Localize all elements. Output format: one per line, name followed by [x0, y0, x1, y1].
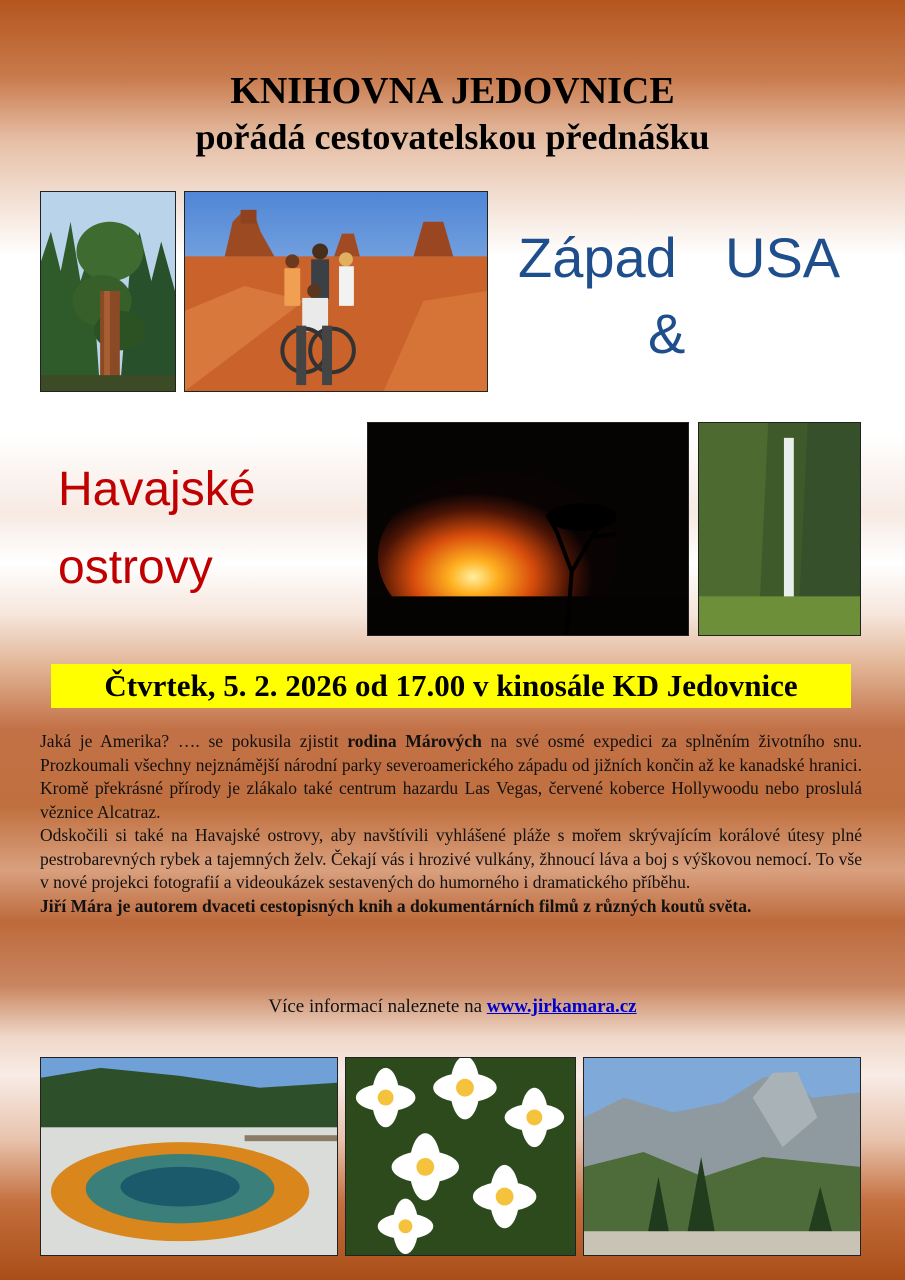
usa-heading: Západ	[518, 226, 677, 289]
more-info	[0, 994, 905, 1020]
description-paragraph-3	[40, 895, 862, 919]
hawaii-heading-line1: Havajské	[58, 463, 256, 516]
description	[40, 730, 862, 918]
more-info-label: Více informací naleznete na	[268, 996, 487, 1017]
event-date-place: Čtvrtek, 5. 2. 2026 od 17.00 v kinosále KD Jedovnice	[51, 664, 851, 708]
description-text: Jaká je Amerika? …. se pokusila zjistit	[40, 731, 348, 751]
description-paragraph-2: Odskočili si také na Havajské ostrovy, aby navštívili vyhlášené pláže s mořem skrývajícím korálové útesy plné pestrobarevných rybek a tajemných želv. Čekají vás i hrozivé vulkány, žhnoucí láva a boj s výškovou nemocí. To vše v nové projekci fotografií a videoukázek sestavených do humorného i dramatického příběhu.	[40, 825, 862, 892]
monument-valley-photo	[184, 191, 488, 392]
description-paragraph-1	[40, 730, 862, 824]
author-note: Jiří Mára je autorem dvaceti cestopisných knih a dokumentárních filmů z různých koutů světa.	[40, 895, 752, 916]
family-name: rodina Márových	[347, 731, 482, 751]
website-link[interactable]: www.jirkamara.cz	[486, 996, 637, 1017]
volcano-photo	[367, 422, 689, 636]
sequoia-photo	[40, 191, 176, 392]
usa-heading-right: USA	[725, 226, 841, 289]
hawaii-heading-line2: ostrovy	[58, 541, 213, 594]
description-text: na své osmé expedici za splněním životního snu. Prozkoumali všechny nejznámější národní parky severoamerického západu od jižních končin až ke kanadské hranici. Kromě překrásné přírody je zlákalo také centrum hazardu Las Vegas, červené koberce Hollywoodu nebo proslulá věznice Alcatraz.	[40, 731, 862, 822]
ampersand: &	[648, 302, 686, 365]
poster-subtitle: pořádá cestovatelskou přednášku	[195, 117, 710, 157]
waterfall-photo	[698, 422, 861, 636]
poster-title: KNIHOVNA JEDOVNICE	[230, 70, 675, 112]
half-dome-photo	[583, 1057, 861, 1256]
plumeria-photo	[345, 1057, 576, 1256]
hot-spring-photo	[40, 1057, 338, 1256]
